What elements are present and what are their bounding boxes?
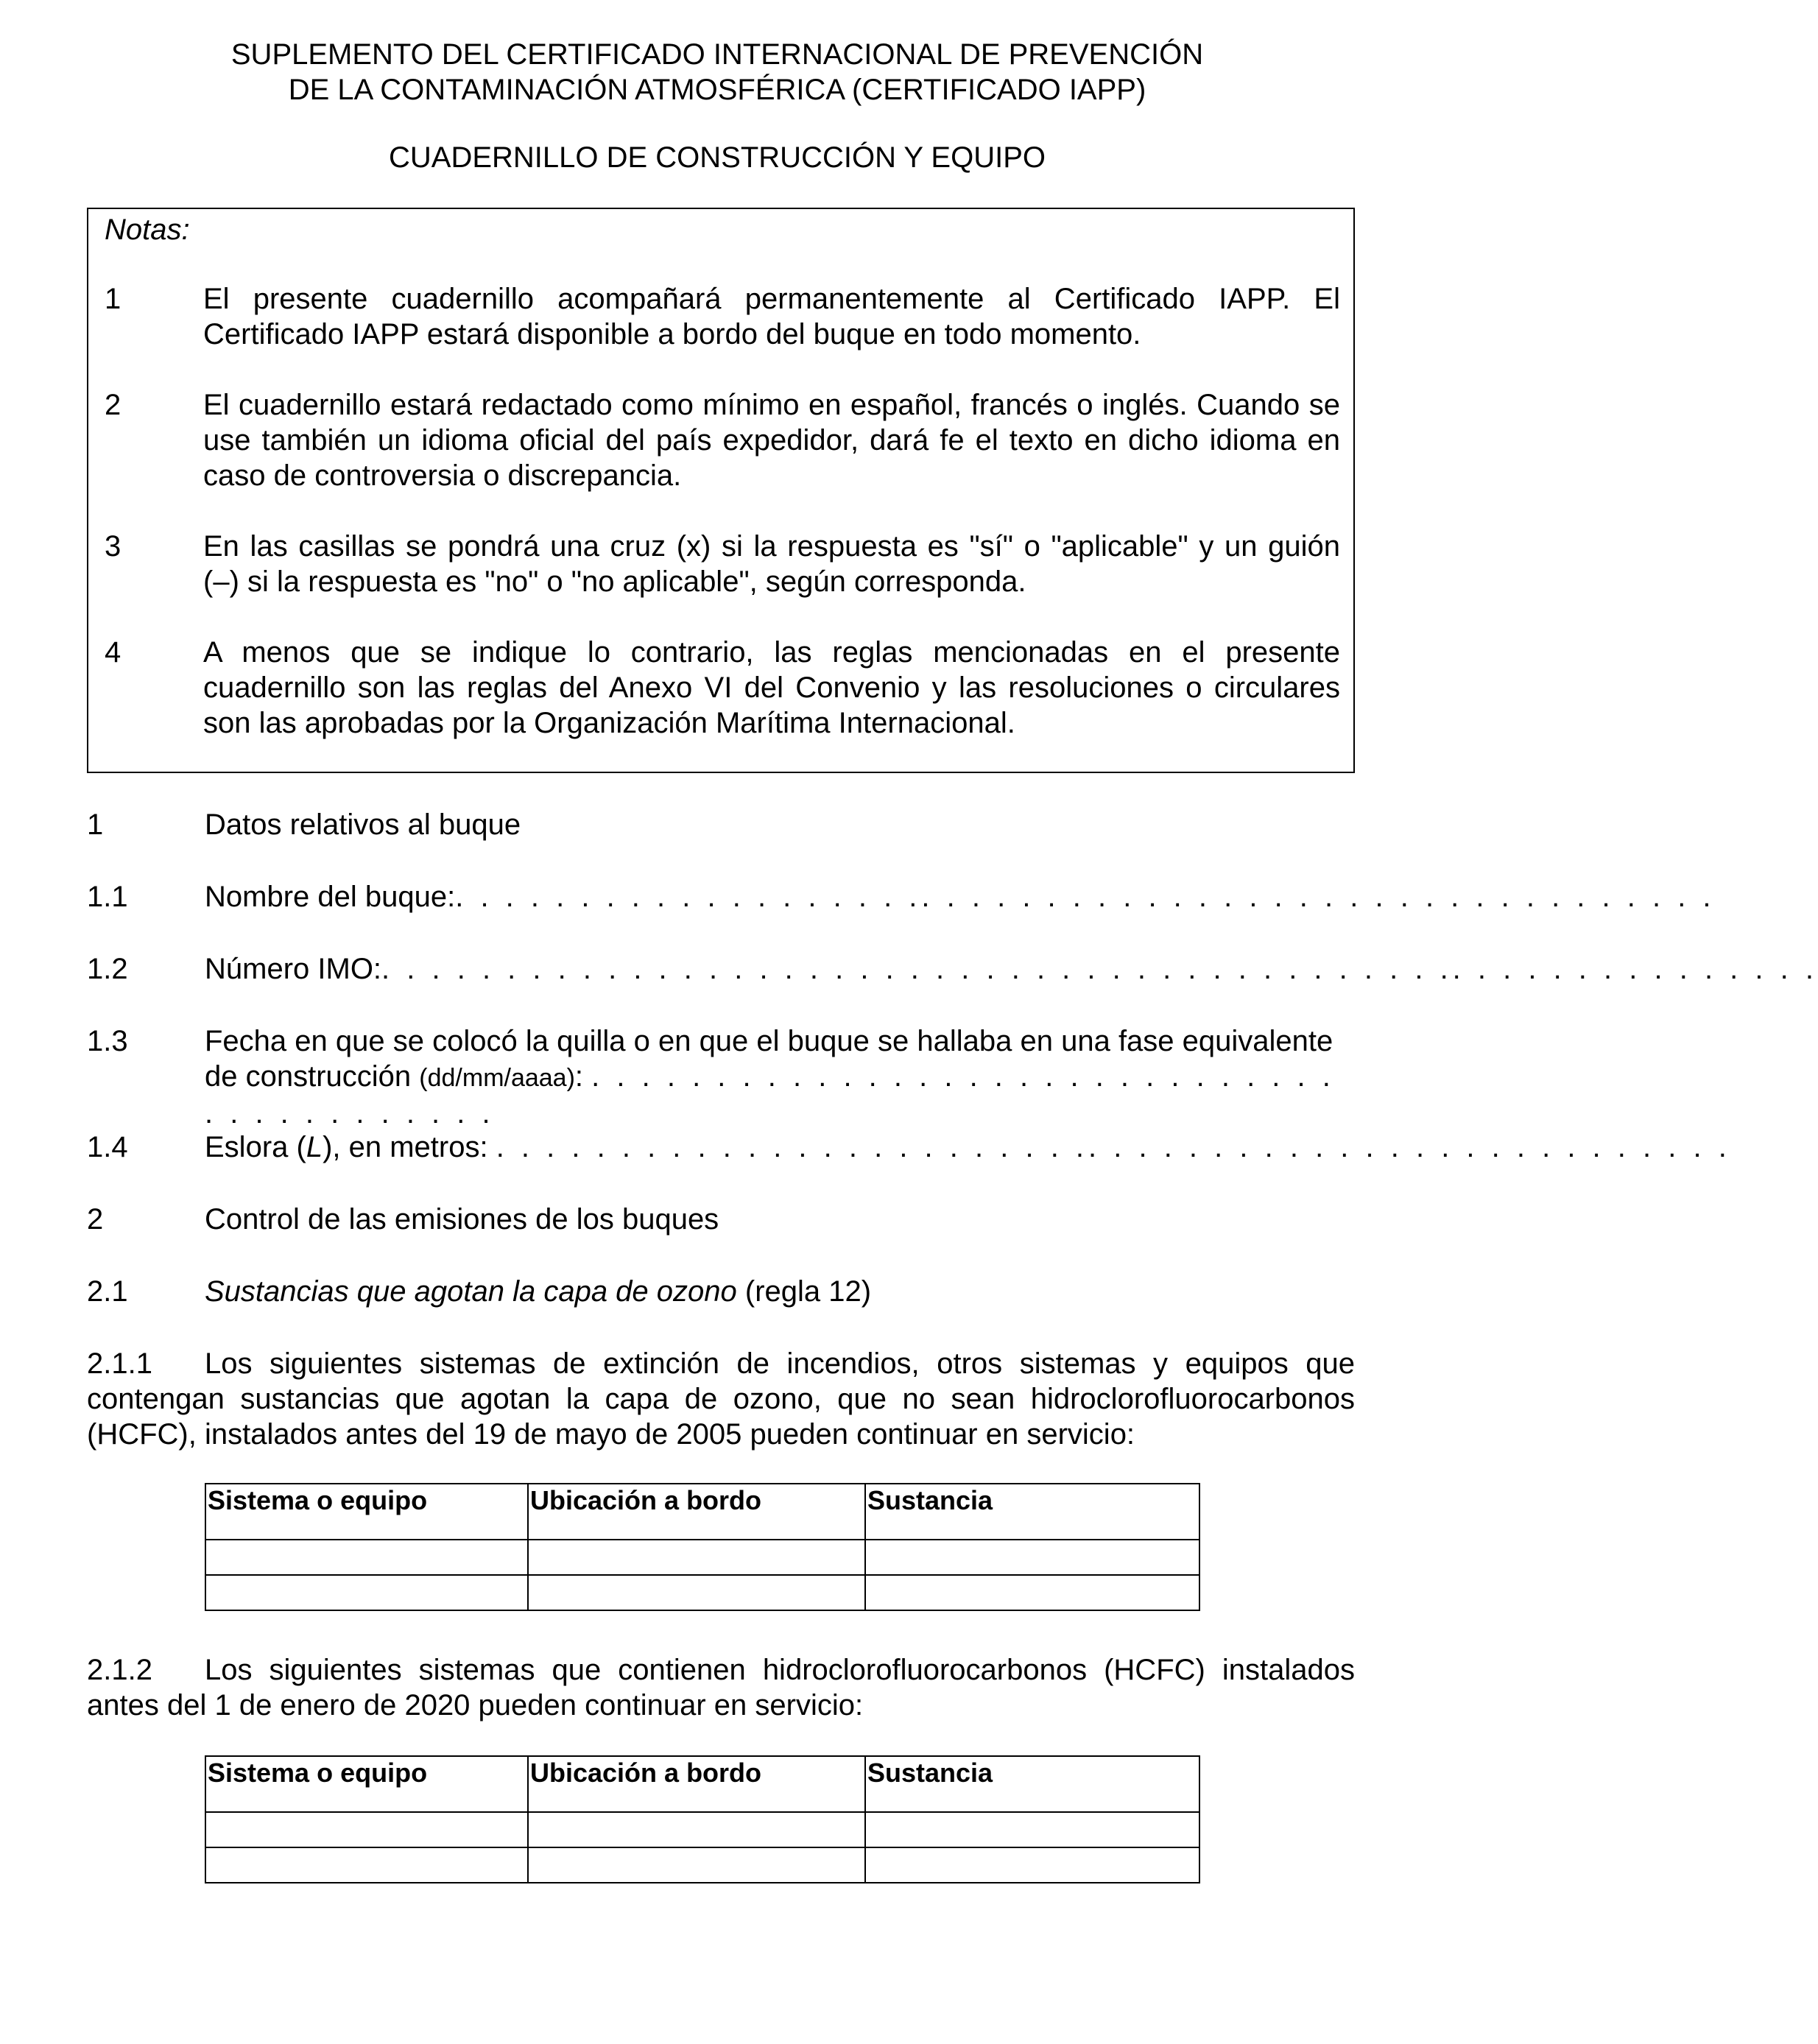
column-header-system: Sistema o equipo — [205, 1484, 528, 1540]
field-label: Nombre del buque: — [205, 881, 456, 913]
field-label: Número IMO: — [205, 953, 382, 985]
note-text: En las casillas se pondrá una cruz (x) si la respuesta es "sí" o "aplicable" y un guión (–) si la respuesta es "no" o "no aplicable", según corresponda. — [203, 530, 1340, 598]
column-header-location: Ubicación a bordo — [528, 1756, 865, 1812]
section-number: 1 — [87, 808, 104, 841]
table-row — [205, 1540, 1199, 1575]
column-header-location: Ubicación a bordo — [528, 1484, 865, 1540]
subsection-title-rest: (regla 12) — [736, 1275, 872, 1308]
note-text: A menos que se indique lo contrario, las reglas mencionadas en el presente cuadernillo son las reglas del Anexo VI del Convenio y las resoluciones o circulares son las aprobadas por la Organización Marítima Internacional. — [203, 636, 1340, 739]
field-number: 1.1 — [87, 881, 128, 913]
notes-box — [87, 208, 1355, 773]
field-label-part: Eslora ( — [205, 1131, 306, 1163]
table-header-row — [205, 1484, 1199, 1540]
fill-in-dots[interactable]: . . . . . . . . . . . . . . . . . . . . . . . . . . . . . . . . . . . . . . . . . . — [205, 1060, 1335, 1130]
subsection-number: 2.1 — [87, 1275, 128, 1308]
paragraph-number: 2.1.1 — [87, 1347, 152, 1380]
table-cell[interactable] — [528, 1812, 865, 1847]
note-number: 1 — [105, 283, 121, 315]
table-cell[interactable] — [865, 1847, 1199, 1883]
fill-in-dots[interactable]: . . . . . . . . . . . . . . . . . . . . . . . . . . . . . . . . . . . . . . . . . . .. . . . . . . . . . . . . . . — [381, 953, 1818, 985]
document-title-line2: DE LA CONTAMINACIÓN ATMOSFÉRICA (CERTIFICADO IAPP) — [288, 74, 1146, 106]
field-number: 1.4 — [87, 1131, 128, 1163]
section-title: Datos relativos al buque — [205, 808, 521, 841]
column-header-system: Sistema o equipo — [205, 1756, 528, 1812]
document-subtitle: CUADERNILLO DE CONSTRUCCIÓN Y EQUIPO — [388, 141, 1046, 174]
document-title-line1: SUPLEMENTO DEL CERTIFICADO INTERNACIONAL DE PREVENCIÓN — [230, 38, 1204, 71]
table-cell[interactable] — [865, 1540, 1199, 1575]
note-text: El presente cuadernillo acompañará permanentemente al Certificado IAPP. El Certificado IAPP estará disponible a bordo del buque en todo momento. — [203, 283, 1340, 350]
subsection-title-italic: Sustancias que agotan la capa de ozono — [205, 1275, 737, 1308]
fill-in-dots[interactable]: . . . . . . . . . . . . . . . . . . . . . . . .. . . . . . . . . . . . . . . . . . . . . . . . . . — [496, 1131, 1731, 1163]
section-number: 2 — [87, 1203, 104, 1236]
table-2-1-1 — [205, 1483, 1200, 1611]
notes-title: Notas: — [105, 214, 190, 246]
paragraph-text: Los siguientes sistemas de extinción de incendios, otros sistemas y equipos que contengan sustancias que agotan la capa de ozono, que no sean hidroclorofluorocarbonos (HCFC), instalados antes del 19 de mayo de 2005 pueden continuar en servicio: — [87, 1347, 1355, 1451]
note-number: 2 — [105, 389, 121, 421]
table-header-row — [205, 1756, 1199, 1812]
table-cell[interactable] — [528, 1847, 865, 1883]
field-colon: : — [574, 1060, 584, 1093]
table-cell[interactable] — [528, 1575, 865, 1610]
field-keel-date — [87, 1023, 1355, 1130]
note-number: 3 — [105, 530, 121, 563]
table-row — [205, 1812, 1199, 1847]
field-line — [205, 951, 1818, 987]
field-line — [205, 879, 1716, 914]
field-line — [205, 1130, 1731, 1165]
section-title: Control de las emisiones de los buques — [205, 1203, 719, 1236]
fill-in-dots[interactable]: . . . . . . . . . . . . . . . . . . .. . . . . . . . . . . . . . . . . . . . . . . . . . . . . . . . — [455, 881, 1716, 913]
paragraph-number: 2.1.2 — [87, 1654, 152, 1686]
date-format-hint: (dd/mm/aaaa) — [419, 1064, 575, 1092]
table-2-1-2 — [205, 1755, 1200, 1883]
table-cell[interactable] — [205, 1540, 528, 1575]
note-number: 4 — [105, 636, 121, 669]
paragraph-text: Los siguientes sistemas que contienen hidroclorofluorocarbonos (HCFC) instalados antes del 1 de enero de 2020 pueden continuar en servicio: — [87, 1654, 1355, 1721]
field-number: 1.3 — [87, 1025, 128, 1057]
table-cell[interactable] — [205, 1812, 528, 1847]
column-header-substance: Sustancia — [865, 1484, 1199, 1540]
field-label: Fecha en que se colocó la quilla o en que el buque se hallaba en una fase equivalente de construcción — [205, 1025, 1333, 1093]
table-cell[interactable] — [865, 1812, 1199, 1847]
column-header-substance: Sustancia — [865, 1756, 1199, 1812]
table-cell[interactable] — [205, 1575, 528, 1610]
field-label-symbol: L — [306, 1131, 323, 1163]
table-cell[interactable] — [528, 1540, 865, 1575]
table-cell[interactable] — [865, 1575, 1199, 1610]
paragraph-2-1-1 — [87, 1346, 1355, 1452]
table-row — [205, 1575, 1199, 1610]
field-label-part: ), en metros: — [323, 1131, 488, 1163]
field-number: 1.2 — [87, 953, 128, 985]
table-row — [205, 1847, 1199, 1883]
table-cell[interactable] — [205, 1847, 528, 1883]
subsection-title — [205, 1274, 1355, 1309]
field-line — [205, 1023, 1355, 1130]
note-text: El cuadernillo estará redactado como mínimo en español, francés o inglés. Cuando se use también un idioma oficial del país expedidor, dará fe el texto en dicho idioma en caso de controversia o discrepancia. — [203, 389, 1340, 492]
paragraph-2-1-2 — [87, 1652, 1355, 1723]
